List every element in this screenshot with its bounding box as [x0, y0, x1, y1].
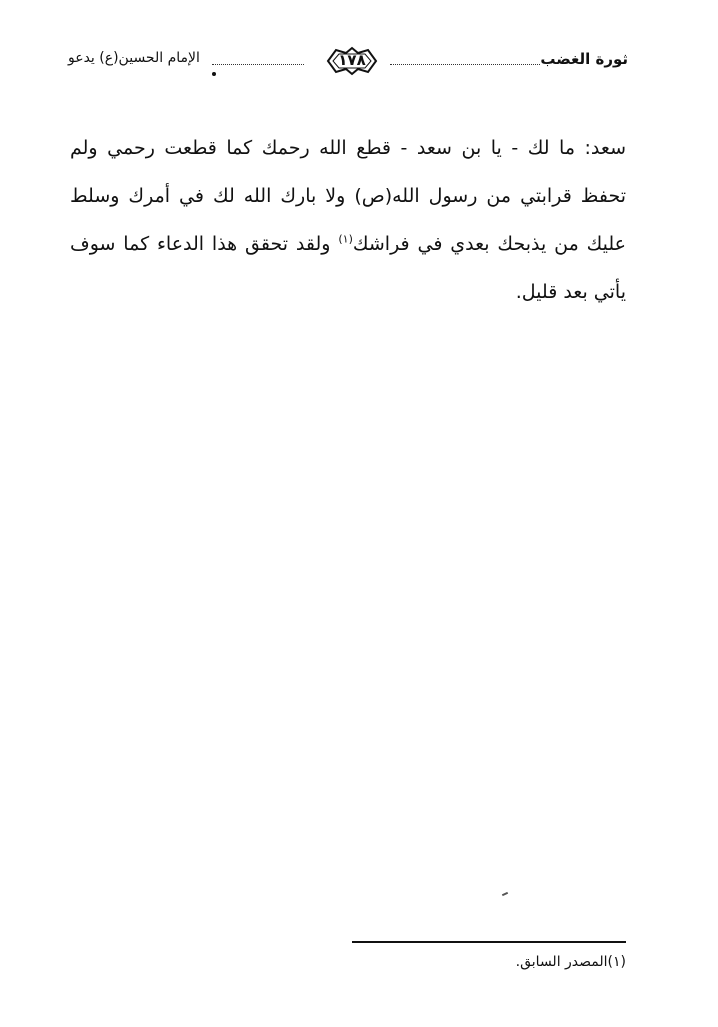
- body-paragraph: [70, 124, 626, 316]
- page-number: ١٧٨: [338, 51, 366, 69]
- header-dotted-leader-right: [390, 64, 540, 65]
- page-number-badge: [324, 46, 380, 76]
- header-book-title: ثورة الغضب: [540, 50, 628, 68]
- footnote-separator: [352, 941, 626, 943]
- body-text-before-note: سعد: ما لك - يا بن سعد - قطع الله رحمك كما قطعت رحمي ولم تحفظ قرابتي من رسول الله(ص) ولا بارك الله لك في أمرك وسلط عليك من يذبحك بعدي في فراشك: [70, 137, 626, 255]
- stray-mark: [502, 892, 508, 896]
- header-chapter-title: الإمام الحسين(ع) يدعو: [68, 50, 200, 66]
- footnote-reference[interactable]: (١): [338, 232, 353, 246]
- body-text-after-note: ولقد تحقق هذا الدعاء كما سوف يأتي بعد قليل.: [70, 233, 626, 303]
- footnote-item: (١)المصدر السابق.: [515, 954, 626, 970]
- page-header: [60, 42, 628, 82]
- header-dotted-leader-left: [212, 64, 304, 65]
- header-dot: [212, 72, 216, 76]
